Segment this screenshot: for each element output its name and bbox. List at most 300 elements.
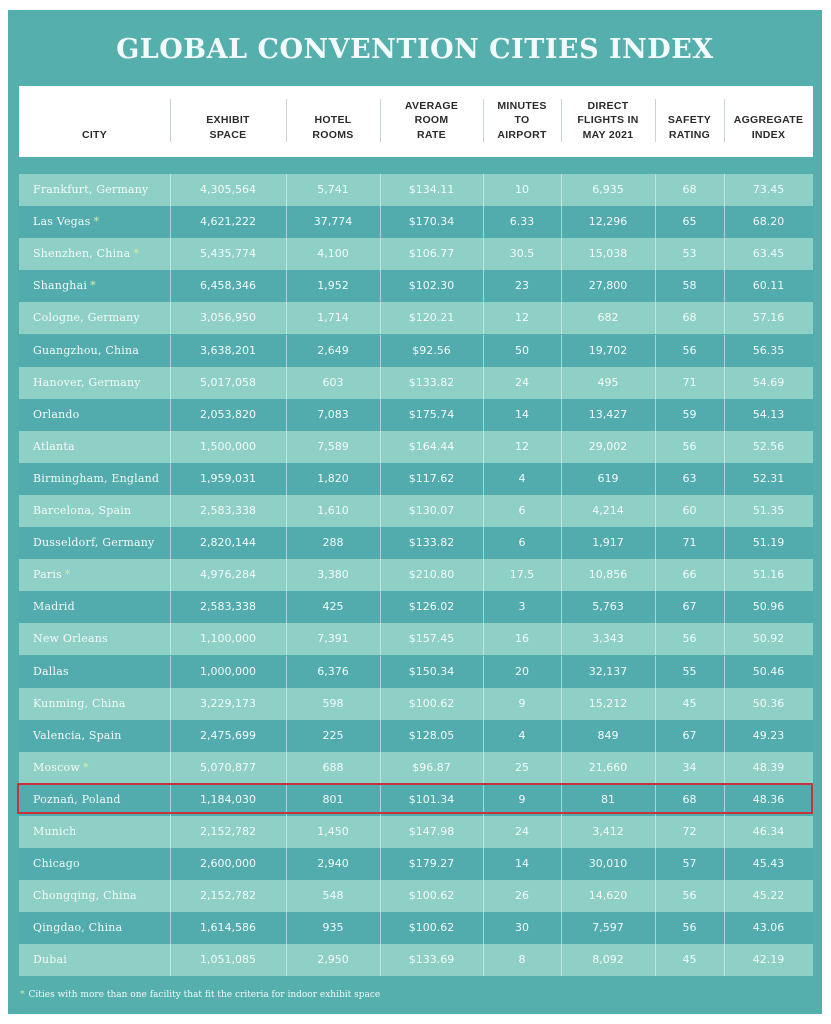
cell-direct-flights <box>561 174 655 206</box>
column-divider <box>380 270 381 302</box>
cell-aggregate-index <box>724 591 813 623</box>
cell-minutes-to-airport-value: 12 <box>515 311 529 325</box>
column-divider <box>170 270 171 302</box>
cell-safety-rating <box>655 816 724 848</box>
column-divider <box>655 174 656 206</box>
cell-aggregate-index-value: 42.19 <box>752 953 785 967</box>
cell-direct-flights <box>561 816 655 848</box>
cell-aggregate-index-value: 45.22 <box>752 889 785 903</box>
cell-minutes-to-airport <box>483 880 561 912</box>
cell-hotel-rooms <box>286 270 380 302</box>
cell-direct-flights <box>561 912 655 944</box>
column-divider <box>724 880 725 912</box>
cell-room-rate-value: $157.45 <box>408 632 455 646</box>
cell-room-rate-value: $117.62 <box>408 471 455 485</box>
column-divider <box>561 431 562 463</box>
column-divider <box>561 206 562 238</box>
column-divider <box>561 174 562 206</box>
cell-room-rate-value: $179.27 <box>408 857 455 871</box>
cell-safety-rating <box>655 656 724 688</box>
cell-hotel-rooms <box>286 591 380 623</box>
cell-exhibit-space-value: 2,583,338 <box>200 504 256 517</box>
cell-minutes-to-airport-value: 6.33 <box>509 215 535 229</box>
column-divider <box>724 591 725 623</box>
column-divider <box>286 848 287 880</box>
cell-minutes-to-airport <box>483 174 561 206</box>
cell-exhibit-space <box>170 206 286 238</box>
cell-aggregate-index-value: 51.16 <box>752 568 785 582</box>
column-divider <box>483 559 484 591</box>
table-row <box>19 174 813 206</box>
cell-safety-rating <box>655 752 724 784</box>
cell-exhibit-space <box>170 720 286 752</box>
cell-minutes-to-airport <box>483 270 561 302</box>
cell-minutes-to-airport <box>483 302 561 334</box>
column-divider <box>561 270 562 302</box>
cell-direct-flights-value: 14,620 <box>588 889 628 903</box>
cell-minutes-to-airport-value: 30.5 <box>509 247 535 261</box>
cell-room-rate-value: $210.80 <box>408 568 455 582</box>
cell-minutes-to-airport <box>483 399 561 431</box>
cell-city-value: Birmingham, England <box>33 471 160 485</box>
column-divider <box>655 495 656 527</box>
column-divider <box>380 206 381 238</box>
column-divider <box>655 720 656 752</box>
cell-room-rate-value: $120.21 <box>408 311 455 325</box>
cell-direct-flights-value: 81 <box>601 792 615 806</box>
cell-exhibit-space-value: 4,305,564 <box>200 183 256 196</box>
cell-exhibit-space-value: 4,976,284 <box>200 568 256 582</box>
column-divider <box>380 816 381 848</box>
cell-city-value: Qingdao, China <box>33 921 123 935</box>
column-divider <box>170 206 171 238</box>
cell-hotel-rooms <box>286 431 380 463</box>
cell-direct-flights-value: 15,038 <box>588 247 628 261</box>
column-divider <box>561 656 562 688</box>
table-header <box>19 86 813 157</box>
cell-room-rate <box>380 880 483 912</box>
cell-safety-rating <box>655 495 724 527</box>
cell-safety-rating-value: 53 <box>682 247 697 261</box>
column-divider <box>286 399 287 431</box>
table-row <box>19 656 813 688</box>
cell-hotel-rooms-value: 37,774 <box>313 215 353 229</box>
cell-direct-flights <box>561 302 655 334</box>
cell-safety-rating <box>655 399 724 431</box>
cell-direct-flights <box>561 688 655 720</box>
column-divider <box>483 335 484 367</box>
cell-city-value: Barcelona, Spain <box>33 504 132 517</box>
column-divider <box>561 335 562 367</box>
column-divider <box>380 238 381 270</box>
cell-hotel-rooms <box>286 463 380 495</box>
cell-room-rate <box>380 238 483 270</box>
table-row-highlighted <box>19 784 813 816</box>
column-divider <box>380 591 381 623</box>
column-divider <box>655 431 656 463</box>
cell-exhibit-space <box>170 816 286 848</box>
cell-room-rate <box>380 720 483 752</box>
cell-room-rate-value: $92.56 <box>412 343 451 357</box>
cell-city <box>19 944 170 976</box>
column-divider <box>561 912 562 944</box>
cell-safety-rating <box>655 912 724 944</box>
cell-direct-flights-value: 1,917 <box>592 536 624 550</box>
column-divider <box>483 880 484 912</box>
cell-direct-flights-value: 12,296 <box>588 215 628 229</box>
cell-exhibit-space <box>170 335 286 367</box>
cell-safety-rating-value: 68 <box>682 792 697 806</box>
column-divider <box>561 559 562 591</box>
cell-aggregate-index <box>724 848 813 880</box>
table-row <box>19 559 813 591</box>
cell-minutes-to-airport <box>483 688 561 720</box>
cell-city-value: New Orleans <box>33 632 108 646</box>
column-divider <box>380 463 381 495</box>
cell-room-rate-value: $147.98 <box>408 825 455 838</box>
cell-exhibit-space <box>170 399 286 431</box>
cell-city-value: Las Vegas <box>33 215 91 229</box>
cell-city-value: Munich <box>33 825 77 838</box>
cell-exhibit-space <box>170 623 286 655</box>
cell-safety-rating-value: 72 <box>682 825 697 838</box>
cell-safety-rating <box>655 302 724 334</box>
column-divider <box>724 848 725 880</box>
cell-aggregate-index <box>724 559 813 591</box>
cell-aggregate-index-value: 56.35 <box>752 343 785 357</box>
cell-direct-flights-value: 10,856 <box>588 568 628 582</box>
cell-hotel-rooms <box>286 623 380 655</box>
column-divider <box>561 720 562 752</box>
table-row <box>19 816 813 848</box>
cell-room-rate <box>380 335 483 367</box>
cell-hotel-rooms-value: 3,380 <box>317 568 349 582</box>
column-header-direct-flights: DIRECT FLIGHTS IN MAY 2021 <box>577 99 639 141</box>
cell-city <box>19 880 170 912</box>
column-divider <box>286 431 287 463</box>
cell-hotel-rooms <box>286 816 380 848</box>
cell-hotel-rooms-value: 935 <box>322 921 344 935</box>
cell-direct-flights-value: 7,597 <box>592 921 624 935</box>
column-divider <box>561 752 562 784</box>
cell-minutes-to-airport <box>483 912 561 944</box>
cell-direct-flights-value: 3,412 <box>592 825 624 838</box>
cell-direct-flights <box>561 944 655 976</box>
cell-room-rate <box>380 367 483 399</box>
column-divider <box>561 880 562 912</box>
cell-exhibit-space-value: 4,621,222 <box>200 215 256 229</box>
cell-exhibit-space-value: 1,500,000 <box>200 439 256 453</box>
cell-city-value: Shanghai <box>33 279 88 293</box>
footnote-asterisk: * <box>20 990 25 1000</box>
cell-aggregate-index-value: 48.39 <box>752 760 785 774</box>
cell-safety-rating-value: 57 <box>682 857 697 871</box>
footnote <box>20 990 380 1000</box>
column-divider <box>724 174 725 206</box>
cell-hotel-rooms-value: 425 <box>322 600 344 614</box>
column-header-exhibit-space: EXHIBIT SPACE <box>206 114 250 141</box>
cell-aggregate-index <box>724 688 813 720</box>
cell-direct-flights <box>561 527 655 559</box>
cell-hotel-rooms <box>286 399 380 431</box>
column-divider <box>483 912 484 944</box>
cell-room-rate <box>380 206 483 238</box>
table-row <box>19 238 813 270</box>
column-divider <box>380 174 381 206</box>
column-divider <box>483 206 484 238</box>
column-divider <box>655 816 656 848</box>
cell-direct-flights-value: 619 <box>597 471 619 485</box>
column-divider <box>724 463 725 495</box>
column-divider <box>483 688 484 720</box>
column-divider <box>655 399 656 431</box>
column-divider <box>380 527 381 559</box>
cell-safety-rating-value: 67 <box>682 600 697 614</box>
cell-safety-rating-value: 59 <box>682 407 697 421</box>
cell-room-rate-value: $100.62 <box>408 696 455 710</box>
column-divider <box>286 784 287 816</box>
cell-hotel-rooms-value: 598 <box>322 696 344 710</box>
cell-direct-flights <box>561 591 655 623</box>
cell-minutes-to-airport-value: 50 <box>515 343 529 357</box>
cell-safety-rating-value: 34 <box>682 760 697 774</box>
cell-city-value: Atlanta <box>33 439 75 453</box>
cell-city <box>19 656 170 688</box>
column-divider <box>380 431 381 463</box>
cell-safety-rating-value: 45 <box>682 953 697 967</box>
cell-direct-flights-value: 19,702 <box>588 343 628 357</box>
column-divider <box>483 784 484 816</box>
cell-room-rate <box>380 559 483 591</box>
table-row <box>19 302 813 334</box>
cell-city <box>19 270 170 302</box>
column-divider <box>170 495 171 527</box>
cell-city-value: Orlando <box>33 407 80 421</box>
cell-safety-rating <box>655 238 724 270</box>
column-divider <box>380 720 381 752</box>
cell-hotel-rooms <box>286 174 380 206</box>
column-divider <box>561 848 562 880</box>
cell-minutes-to-airport <box>483 784 561 816</box>
column-divider <box>170 912 171 944</box>
column-divider <box>655 784 656 816</box>
cell-aggregate-index-value: 49.23 <box>752 728 785 742</box>
cell-aggregate-index <box>724 270 813 302</box>
cell-aggregate-index-value: 51.35 <box>752 504 785 517</box>
cell-hotel-rooms <box>286 720 380 752</box>
cell-safety-rating-value: 71 <box>682 375 697 389</box>
cell-hotel-rooms-value: 2,940 <box>317 857 349 871</box>
column-divider <box>380 752 381 784</box>
cell-aggregate-index-value: 43.06 <box>752 921 785 935</box>
cell-direct-flights-value: 27,800 <box>588 279 628 293</box>
cell-minutes-to-airport <box>483 206 561 238</box>
cell-direct-flights-value: 682 <box>597 311 619 325</box>
cell-room-rate-value: $133.82 <box>408 375 455 389</box>
cell-exhibit-space <box>170 752 286 784</box>
cell-hotel-rooms <box>286 495 380 527</box>
cell-city <box>19 848 170 880</box>
column-divider <box>380 944 381 976</box>
cell-aggregate-index <box>724 912 813 944</box>
cell-aggregate-index-value: 50.92 <box>752 632 785 646</box>
table-row <box>19 752 813 784</box>
column-divider <box>170 591 171 623</box>
column-divider <box>724 752 725 784</box>
cell-exhibit-space-value: 1,000,000 <box>200 664 256 678</box>
column-divider <box>170 720 171 752</box>
cell-city <box>19 784 170 816</box>
column-divider <box>170 880 171 912</box>
cell-safety-rating-value: 65 <box>682 215 697 229</box>
cell-aggregate-index <box>724 463 813 495</box>
cell-direct-flights-value: 21,660 <box>588 760 628 774</box>
cell-city-value: Hanover, Germany <box>33 375 141 389</box>
column-divider <box>561 591 562 623</box>
column-divider <box>655 367 656 399</box>
table-row <box>19 399 813 431</box>
column-divider <box>483 367 484 399</box>
table-row <box>19 623 813 655</box>
cell-minutes-to-airport-value: 8 <box>518 953 526 967</box>
column-divider <box>724 206 725 238</box>
cell-hotel-rooms <box>286 367 380 399</box>
cell-exhibit-space-value: 5,017,058 <box>200 375 256 389</box>
cell-room-rate-value: $133.69 <box>408 953 455 967</box>
cell-safety-rating-value: 68 <box>682 311 697 325</box>
cell-aggregate-index-value: 68.20 <box>752 215 785 229</box>
column-divider <box>170 848 171 880</box>
cell-safety-rating <box>655 206 724 238</box>
column-divider <box>655 688 656 720</box>
cell-safety-rating <box>655 174 724 206</box>
cell-aggregate-index <box>724 880 813 912</box>
cell-minutes-to-airport-value: 24 <box>515 825 529 838</box>
cell-room-rate-value: $164.44 <box>408 439 455 453</box>
column-divider <box>483 527 484 559</box>
cell-hotel-rooms <box>286 656 380 688</box>
column-divider <box>483 623 484 655</box>
column-divider <box>286 238 287 270</box>
column-divider <box>286 656 287 688</box>
column-divider <box>483 174 484 206</box>
column-divider <box>724 623 725 655</box>
cell-exhibit-space <box>170 174 286 206</box>
cell-room-rate-value: $134.11 <box>408 183 455 196</box>
cell-exhibit-space-value: 1,051,085 <box>200 953 256 967</box>
cell-safety-rating <box>655 270 724 302</box>
cell-safety-rating-value: 56 <box>682 921 697 935</box>
column-divider <box>724 816 725 848</box>
cell-minutes-to-airport <box>483 559 561 591</box>
cell-safety-rating-value: 71 <box>682 536 697 550</box>
column-divider <box>655 559 656 591</box>
column-divider <box>170 238 171 270</box>
column-divider <box>561 238 562 270</box>
column-divider <box>286 302 287 334</box>
cell-exhibit-space <box>170 431 286 463</box>
cell-exhibit-space <box>170 367 286 399</box>
cell-exhibit-space-value: 2,475,699 <box>200 728 256 742</box>
cell-minutes-to-airport <box>483 463 561 495</box>
cell-minutes-to-airport-value: 25 <box>515 760 529 774</box>
cell-safety-rating-value: 56 <box>682 439 697 453</box>
cell-hotel-rooms-value: 1,450 <box>317 825 349 838</box>
cell-minutes-to-airport-value: 14 <box>515 407 529 421</box>
column-divider <box>170 784 171 816</box>
cell-direct-flights <box>561 880 655 912</box>
cell-direct-flights <box>561 270 655 302</box>
column-divider <box>170 752 171 784</box>
column-divider <box>170 174 171 206</box>
cell-minutes-to-airport <box>483 720 561 752</box>
cell-hotel-rooms-value: 7,083 <box>317 407 349 421</box>
cell-safety-rating <box>655 367 724 399</box>
cell-minutes-to-airport-value: 4 <box>518 728 526 742</box>
cell-aggregate-index-value: 50.46 <box>752 664 785 678</box>
cell-direct-flights-value: 4,214 <box>592 504 624 517</box>
column-divider <box>286 174 287 206</box>
cell-exhibit-space <box>170 848 286 880</box>
cell-direct-flights-value: 13,427 <box>588 407 628 421</box>
column-divider <box>483 656 484 688</box>
cell-hotel-rooms <box>286 688 380 720</box>
cell-city <box>19 720 170 752</box>
cell-hotel-rooms-value: 5,741 <box>317 183 349 196</box>
cell-hotel-rooms-value: 1,714 <box>317 311 349 325</box>
column-divider <box>170 302 171 334</box>
column-divider <box>724 559 725 591</box>
cell-exhibit-space <box>170 238 286 270</box>
asterisk-icon: * <box>64 568 71 582</box>
cell-room-rate <box>380 463 483 495</box>
table-row <box>19 912 813 944</box>
cell-exhibit-space-value: 3,056,950 <box>200 311 256 325</box>
cell-city <box>19 752 170 784</box>
cell-aggregate-index-value: 46.34 <box>752 825 785 838</box>
cell-city <box>19 688 170 720</box>
cell-city <box>19 559 170 591</box>
column-divider <box>380 559 381 591</box>
cell-aggregate-index <box>724 720 813 752</box>
column-divider <box>655 623 656 655</box>
cell-direct-flights <box>561 623 655 655</box>
cell-room-rate-value: $175.74 <box>408 407 455 421</box>
cell-hotel-rooms <box>286 238 380 270</box>
column-divider <box>380 367 381 399</box>
column-divider <box>724 912 725 944</box>
cell-aggregate-index-value: 63.45 <box>752 247 785 261</box>
cell-minutes-to-airport-value: 10 <box>515 183 529 196</box>
column-divider <box>170 463 171 495</box>
cell-exhibit-space-value: 3,229,173 <box>200 696 256 710</box>
column-divider <box>655 880 656 912</box>
cell-minutes-to-airport-value: 26 <box>515 889 529 903</box>
column-divider <box>724 784 725 816</box>
column-divider <box>655 335 656 367</box>
cell-city <box>19 527 170 559</box>
column-divider <box>724 720 725 752</box>
cell-aggregate-index <box>724 431 813 463</box>
cell-room-rate-value: $128.05 <box>408 728 455 742</box>
column-divider <box>724 944 725 976</box>
cell-safety-rating <box>655 527 724 559</box>
column-header-minutes-to-airport: MINUTES TO AIRPORT <box>497 99 547 141</box>
cell-aggregate-index-value: 52.31 <box>752 471 785 485</box>
cell-aggregate-index <box>724 816 813 848</box>
cell-minutes-to-airport-value: 3 <box>518 600 526 614</box>
column-divider <box>724 367 725 399</box>
